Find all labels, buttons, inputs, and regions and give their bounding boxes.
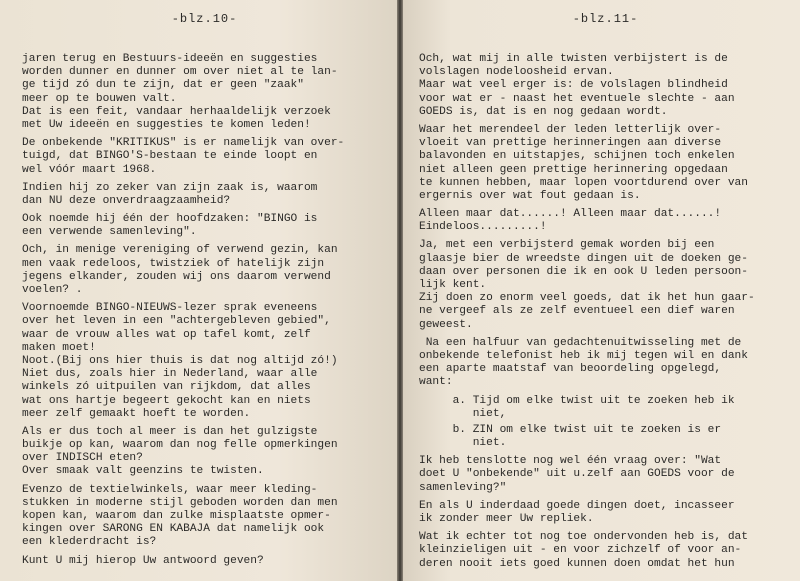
text-line: men vaak redeloos, twistziek of hatelijk zijn — [22, 257, 325, 270]
text-line: een verwende samenleving". — [22, 226, 197, 239]
text-line: Ja, met een verbijsterd gemak worden bij een — [419, 239, 715, 252]
text-line: geweest. — [419, 318, 473, 331]
text-line: Niet dus, zoals hier in Nederland, waar alle — [22, 368, 318, 381]
paragraph — [419, 531, 792, 571]
text-line: winkels zó uitpuilen van rijkdom, dat alles — [22, 381, 311, 394]
text-line: wel vóór maart 1968. — [22, 163, 157, 176]
text-line: Over smaak valt geenzins te twisten. — [22, 465, 264, 478]
text-line: Noot.(Bij ons hier thuis is dat nog altijd zó!) — [22, 354, 338, 367]
text-line: maken moet! — [22, 341, 96, 354]
text-line: Och, in menige vereniging of verwend gezin, kan — [22, 244, 338, 257]
paragraph — [419, 424, 792, 450]
page-text — [22, 53, 387, 568]
paragraph — [22, 53, 387, 132]
text-line: buikje op kan, waarom dan nog felle opmerkingen — [22, 439, 338, 452]
text-line: Ook noemde hij één der hoofdzaken: "BINGO is — [22, 213, 318, 226]
text-line: niet, — [419, 407, 507, 420]
text-line: samenleving?" — [419, 481, 507, 494]
text-line: voelen? . — [22, 284, 83, 296]
text-line: Waar het merendeel der leden letterlijk over- — [419, 123, 722, 136]
text-line: Dat is een feit, vandaar herhaaldelijk verzoek — [22, 105, 331, 118]
text-line: voor wat er - naast het eventuele slechte - aan — [419, 92, 735, 105]
paragraph — [22, 484, 387, 550]
text-line: ge tijd zó dun te zijn, dat er geen "zaak" — [22, 79, 304, 92]
text-line: Evenzo de textielwinkels, waar meer kleding- — [22, 483, 318, 496]
paragraph — [22, 182, 387, 208]
text-line: glaasje bier de wreedste dingen uit de doeken ge- — [419, 252, 748, 265]
text-line: waar de vrouw alles wat op tafel komt, zelf — [22, 328, 311, 341]
text-line: volslagen nodeloosheid ervan. — [419, 66, 614, 79]
text-line: a. Tijd om elke twist uit te zoeken heb ik — [419, 394, 735, 407]
paragraph — [419, 124, 792, 203]
text-line: Ik heb tenslotte nog wel één vraag over: "Wat — [419, 455, 722, 468]
text-line: meer zelf gemaakt hoeft te worden. — [22, 407, 251, 420]
text-line: niet alleen geen prettige herinnering opgedaan — [419, 163, 728, 176]
paragraph — [419, 53, 792, 119]
paragraph — [22, 137, 387, 177]
left-page — [0, 0, 397, 581]
text-line: jaren terug en Bestuurs-ideeën en suggesties — [22, 53, 318, 65]
paragraph — [419, 455, 792, 495]
paragraph — [22, 213, 387, 239]
text-line: deren nooit iets goed kunnen doen omdat het hun — [419, 557, 735, 570]
text-line: ergernis over wat fout gedaan is. — [419, 189, 641, 202]
text-line: ne vergeef als ze zelf eventueel een dief waren — [419, 305, 735, 318]
text-line: Alleen maar dat......! Alleen maar dat......! — [419, 208, 722, 221]
text-line: te kunnen hebben, maar lopen voortdurend over van — [419, 176, 748, 189]
text-line: want: — [419, 376, 453, 389]
paragraph — [22, 426, 387, 479]
text-line: tuigd, dat BINGO'S-bestaan te einde loopt en — [22, 150, 318, 163]
text-line: een aparte maatstaf van beoordeling opgelegd, — [419, 363, 722, 376]
paragraph — [22, 302, 387, 421]
text-line: Na een halfuur van gedachtenuitwisseling met de — [419, 336, 742, 349]
text-line: Zij doen zo enorm veel goeds, dat ik het hun gaar- — [419, 292, 755, 305]
text-line: Maar wat veel erger is: de volslagen blindheid — [419, 79, 728, 92]
paragraph — [419, 337, 792, 390]
text-line: Eindeloos.........! — [419, 221, 547, 234]
text-line: Indien hij zo zeker van zijn zaak is, waarom — [22, 181, 318, 194]
text-line: doet U "onbekende" uit u.zelf aan GOEDS voor de — [419, 468, 735, 481]
text-line: Och, wat mij in alle twisten verbijstert is de — [419, 53, 728, 65]
text-line: kleinzieligen uit - en voor zichzelf of voor an- — [419, 544, 742, 557]
text-line: lijk kent. — [419, 279, 487, 291]
text-line: worden dunner en dunner om over niet al te lan- — [22, 66, 338, 79]
right-page — [403, 0, 800, 581]
page-number: -blz.11- — [572, 12, 639, 26]
text-line: ik zonder meer Uw repliek. — [419, 513, 594, 525]
text-line: Kunt U mij hierop Uw antwoord geven? — [22, 554, 264, 567]
text-line: over het leven in een "achtergebleven gebied", — [22, 315, 331, 328]
text-line: kingen over SARONG EN KABAJA dat namelijk ook — [22, 523, 325, 536]
text-line: onbekende telefonist heb ik mij tegen wil en dank — [419, 349, 748, 362]
text-line: over INDISCH eten? — [22, 452, 143, 465]
paragraph — [419, 239, 792, 331]
text-line: wat ons hartje begeert gekocht kan en niets — [22, 394, 311, 407]
text-line: Als er dus toch al meer is dan het gulzigste — [22, 425, 318, 438]
paragraph — [419, 208, 792, 234]
text-line: balavonden en uitstapjes, schijnen toch enkelen — [419, 150, 735, 163]
text-line: daan over personen die ik en ook U leden persoon- — [419, 265, 748, 278]
page-number: -blz.10- — [171, 12, 238, 26]
text-line: dan NU deze onverdraagzaamheid? — [22, 194, 231, 207]
paragraph — [22, 244, 387, 297]
text-line: Voornoemde BINGO-NIEUWS-lezer sprak eveneens — [22, 302, 318, 315]
text-line: met Uw ideeën en suggesties te komen leden! — [22, 118, 311, 131]
paragraph — [22, 555, 387, 568]
paragraph — [419, 500, 792, 526]
text-line: Wat ik echter tot nog toe ondervonden heb is, dat — [419, 531, 748, 544]
text-line: stukken in moderne stijl geboden worden dan men — [22, 496, 338, 509]
text-line: jegens elkander, zouden wij ons daarom verwend — [22, 270, 331, 283]
text-line: een klederdracht is? — [22, 536, 157, 549]
text-line: De onbekende "KRITIKUS" is er namelijk van over- — [22, 137, 345, 150]
text-line: kopen kan, waarom dan zulke misplaatste opmer- — [22, 510, 331, 522]
text-line: vloeit van prettige herinneringen aan diverse — [419, 137, 722, 150]
text-line: En als U inderdaad goede dingen doet, incasseer — [419, 499, 735, 512]
text-line: niet. — [419, 437, 507, 450]
text-line: b. ZIN om elke twist uit te zoeken is er — [419, 423, 722, 436]
paragraph — [419, 395, 792, 421]
text-line: meer op te bouwen valt. — [22, 92, 177, 105]
text-line: GOEDS is, dat is en nog gedaan wordt. — [419, 105, 668, 118]
page-text — [419, 53, 792, 571]
